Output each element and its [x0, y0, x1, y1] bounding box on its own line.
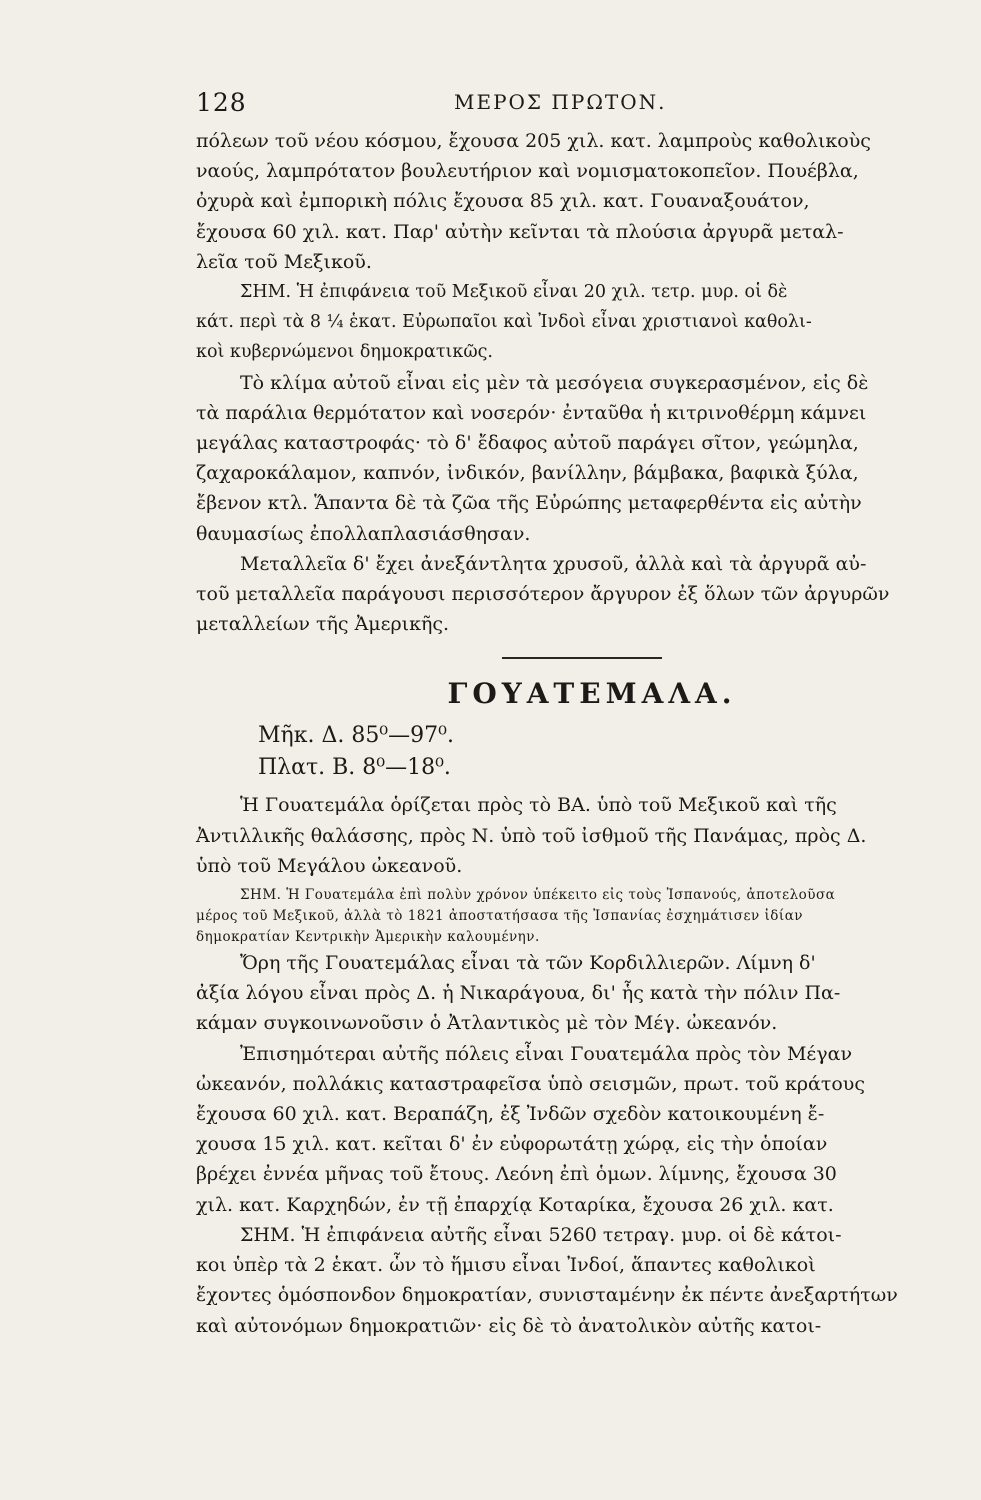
text-line: ὠκεανόν, πολλάκις καταστραφεῖσα ὑπὸ σεισμῶν, πρωτ. τοῦ κράτους — [196, 1072, 865, 1095]
note-mexico-area — [196, 277, 908, 368]
text-line: Ὄρη τῆς Γουατεμάλας εἶναι τὰ τῶν Κορδιλλιερῶν. Λίμνη δ' — [240, 952, 816, 975]
text-line: ἀξία λόγου εἶναι πρὸς Δ. ἡ Νικαράγουα, δι' ἧς κατὰ τὴν πόλιν Πα- — [196, 982, 841, 1005]
text-line: ἔχουσα 60 χιλ. κατ. Παρ' αὐτὴν κεῖνται τὰ πλούσια ἀργυρᾶ μεταλ- — [196, 220, 844, 243]
section-title: ΓΟΥΑΤΕΜΑΛΑ. — [447, 677, 737, 711]
text-line: βρέχει ἐννέα μῆνας τοῦ ἔτους. Λεόνη ἐπὶ ὁμων. λίμνης, ἔχουσα 30 — [196, 1163, 837, 1186]
mines-paragraph — [196, 549, 908, 640]
text-line: Ἡ Γουατεμάλα ὁρίζεται πρὸς τὸ ΒΑ. ὑπὸ τοῦ Μεξικοῦ καὶ τῆς — [240, 794, 837, 817]
text-line: τοῦ μεταλλεῖα παράγουσι περισσότερον ἄργυρον ἐξ ὅλων τῶν ἀργυρῶν — [196, 583, 890, 606]
text-line: χιλ. κατ. Καρχηδών, ἐν τῇ ἐπαρχίᾳ Κοταρίκα, ἔχουσα 26 χιλ. κατ. — [196, 1193, 834, 1216]
text-line: πόλεων τοῦ νέου κόσμου, ἔχουσα 205 χιλ. κατ. λαμπροὺς καθολικοὺς — [196, 130, 871, 152]
note-guatemala-area — [196, 1220, 908, 1341]
text-line: κάμαν συγκοινωνοῦσιν ὁ Ἀτλαντικὸς μὲ τὸν Μέγ. ὠκεανόν. — [196, 1012, 778, 1035]
text-line: θαυμασίως ἐπολλαπλασιάσθησαν. — [196, 522, 531, 545]
running-head: ΜΕΡΟΣ ΠΡΩΤΟΝ. — [454, 90, 667, 114]
text-line: τὰ παράλια θερμότατον καὶ νοσερόν· ἐνταῦθα ἡ κιτρινοθέρμη κάμνει — [196, 401, 867, 424]
text-line: μεγάλας καταστροφάς· τὸ δ' ἔδαφος αὐτοῦ παράγει σῖτον, γεώμηλα, — [196, 432, 859, 455]
text-line: χουσα 15 χιλ. κατ. κεῖται δ' ἐν εὐφορωτάτῃ χώρᾳ, εἰς τὴν ὁποίαν — [196, 1133, 828, 1156]
text-line: κάτ. περὶ τὰ 8 ¼ ἑκατ. Εὐρωπαῖοι καὶ Ἰνδοὶ εἶναι χριστιανοὶ καθολι- — [196, 312, 812, 333]
text-line: κοὶ κυβερνώμενοι δημοκρατικῶς. — [196, 342, 493, 363]
note-history — [196, 885, 908, 948]
page-body — [196, 126, 908, 1341]
text-line: ΣΗΜ. Ἡ Γουατεμάλα ἐπὶ πολὺν χρόνον ὑπέκειτο εἰς τοὺς Ἰσπανούς, ἀποτελοῦσα — [240, 887, 836, 904]
text-line: Τὸ κλίμα αὐτοῦ εἶναι εἰς μὲν τὰ μεσόγεια συγκερασμένον, εἰς δὲ — [240, 371, 869, 394]
page-header — [196, 88, 896, 122]
cities-paragraph — [196, 1039, 908, 1220]
page-number: 128 — [196, 88, 247, 117]
text-line: ὀχυρὰ καὶ ἐμπορικὴ πόλις ἔχουσα 85 χιλ. κατ. Γουαναξουάτον, — [196, 190, 810, 213]
text-line: Ἀντιλλικῆς θαλάσσης, πρὸς Ν. ὑπὸ τοῦ ἰσθμοῦ τῆς Πανάμας, πρὸς Δ. — [196, 824, 867, 847]
text-line: ναούς, λαμπρότατον βουλευτήριον καὶ νομισματοκοπεῖον. Πουέβλα, — [196, 160, 859, 183]
borders-paragraph — [196, 790, 908, 881]
text-line: ἔβενον κτλ. Ἅπαντα δὲ τὰ ζῶα τῆς Εὐρώπης μεταφερθέντα εἰς αὐτὴν — [196, 492, 862, 515]
text-line: ΣΗΜ. Ἡ ἐπιφάνεια αὐτῆς εἶναι 5260 τετραγ. μυρ. οἱ δὲ κάτοι- — [240, 1223, 842, 1246]
text-line: λεῖα τοῦ Μεξικοῦ. — [196, 250, 372, 273]
text-line: ζαχαροκάλαμον, καπνόν, ἰνδικόν, βανίλλην, βάμβακα, βαφικὰ ξύλα, — [196, 462, 859, 485]
text-line: ὑπὸ τοῦ Μεγάλου ὠκεανοῦ. — [196, 854, 463, 877]
text-line: Μεταλλεῖα δ' ἔχει ἀνεξάντλητα χρυσοῦ, ἀλλὰ καὶ τὰ ἀργυρᾶ αὐ- — [240, 552, 867, 575]
text-line: ἔχοντες ὁμόσπονδον δημοκρατίαν, συνισταμένην ἐκ πέντε ἀνεξαρτήτων — [196, 1284, 898, 1307]
text-line: δημοκρατίαν Κεντρικὴν Ἀμερικὴν καλουμένην. — [196, 929, 540, 946]
text-line: Ἐπισημότεραι αὐτῆς πόλεις εἶναι Γουατεμάλα πρὸς τὸν Μέγαν — [240, 1042, 852, 1065]
text-line: κοι ὑπὲρ τὰ 2 ἑκατ. ὧν τὸ ἥμισυ εἶναι Ἰνδοί, ἅπαντες καθολικοὶ — [196, 1254, 816, 1277]
longitude-line: Μῆκ. Δ. 85⁰—97⁰. — [258, 723, 454, 749]
section-divider — [502, 657, 662, 659]
intro-paragraph — [196, 126, 908, 277]
mountains-paragraph — [196, 948, 908, 1039]
text-line: καὶ αὐτονόμων δημοκρατιῶν· εἰς δὲ τὸ ἀνατολικὸν αὐτῆς κατοι- — [196, 1314, 822, 1337]
text-line: ἔχουσα 60 χιλ. κατ. Βεραπάζη, ἐξ Ἰνδῶν σχεδὸν κατοικουμένη ἔ- — [196, 1103, 825, 1126]
text-line: ΣΗΜ. Ἡ ἐπιφάνεια τοῦ Μεξικοῦ εἶναι 20 χιλ. τετρ. μυρ. οἱ δὲ — [240, 282, 788, 303]
text-line: μεταλλείων τῆς Ἀμερικῆς. — [196, 613, 450, 636]
climate-paragraph — [196, 368, 908, 549]
text-line: μέρος τοῦ Μεξικοῦ, ἀλλὰ τὸ 1821 ἀποστατήσασα τῆς Ἰσπανίας ἐσχημάτισεν ἰδίαν — [196, 908, 804, 925]
latitude-line: Πλατ. Β. 8⁰—18⁰. — [258, 755, 451, 781]
